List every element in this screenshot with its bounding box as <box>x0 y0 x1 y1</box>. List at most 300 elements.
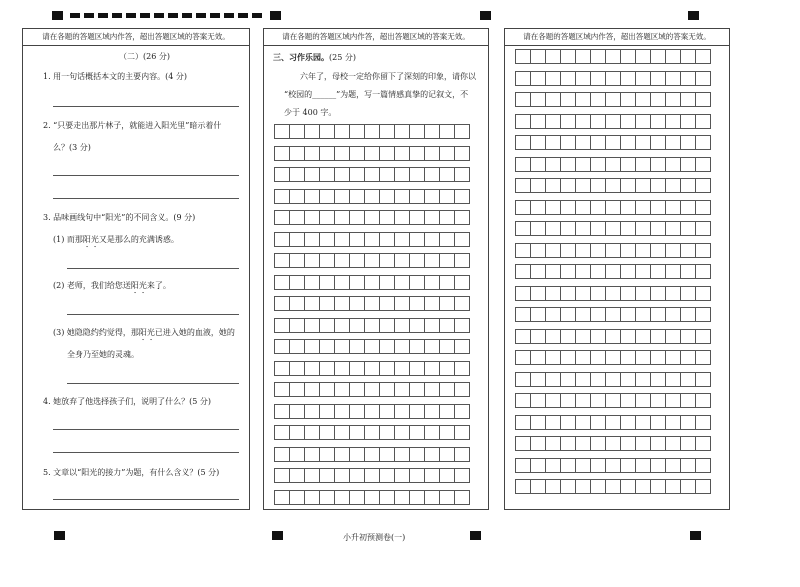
grid-cell[interactable] <box>304 296 320 311</box>
grid-cell[interactable] <box>575 329 591 344</box>
grid-cell[interactable] <box>394 361 410 376</box>
grid-cell[interactable] <box>680 329 696 344</box>
grid-cell[interactable] <box>334 382 350 397</box>
grid-cell[interactable] <box>530 114 546 129</box>
grid-cell[interactable] <box>394 146 410 161</box>
grid-cell[interactable] <box>319 124 335 139</box>
grid-cell[interactable] <box>575 135 591 150</box>
grid-cell[interactable] <box>590 264 606 279</box>
grid-cell[interactable] <box>319 425 335 440</box>
grid-cell[interactable] <box>635 49 651 64</box>
grid-cell[interactable] <box>334 146 350 161</box>
grid-cell[interactable] <box>379 447 395 462</box>
grid-cell[interactable] <box>605 71 621 86</box>
grid-cell[interactable] <box>590 458 606 473</box>
grid-cell[interactable] <box>319 189 335 204</box>
grid-cell[interactable] <box>635 135 651 150</box>
grid-cell[interactable] <box>575 479 591 494</box>
grid-cell[interactable] <box>274 124 290 139</box>
grid-cell[interactable] <box>424 468 440 483</box>
grid-cell[interactable] <box>575 458 591 473</box>
grid-cell[interactable] <box>439 339 455 354</box>
grid-cell[interactable] <box>304 339 320 354</box>
grid-cell[interactable] <box>560 393 576 408</box>
grid-cell[interactable] <box>424 447 440 462</box>
grid-cell[interactable] <box>545 479 561 494</box>
grid-cell[interactable] <box>454 124 470 139</box>
grid-cell[interactable] <box>319 382 335 397</box>
grid-cell[interactable] <box>590 71 606 86</box>
grid-cell[interactable] <box>364 275 380 290</box>
grid-cell[interactable] <box>590 221 606 236</box>
grid-cell[interactable] <box>650 393 666 408</box>
grid-cell[interactable] <box>635 92 651 107</box>
grid-cell[interactable] <box>364 210 380 225</box>
grid-cell[interactable] <box>620 200 636 215</box>
grid-cell[interactable] <box>439 146 455 161</box>
grid-cell[interactable] <box>304 425 320 440</box>
grid-cell[interactable] <box>695 458 711 473</box>
grid-cell[interactable] <box>560 479 576 494</box>
grid-cell[interactable] <box>349 339 365 354</box>
grid-cell[interactable] <box>620 350 636 365</box>
grid-cell[interactable] <box>454 167 470 182</box>
grid-cell[interactable] <box>394 468 410 483</box>
grid-cell[interactable] <box>530 92 546 107</box>
grid-cell[interactable] <box>334 339 350 354</box>
grid-cell[interactable] <box>454 425 470 440</box>
grid-cell[interactable] <box>424 404 440 419</box>
grid-cell[interactable] <box>605 372 621 387</box>
grid-cell[interactable] <box>560 307 576 322</box>
grid-cell[interactable] <box>379 253 395 268</box>
grid-cell[interactable] <box>605 458 621 473</box>
grid-cell[interactable] <box>590 200 606 215</box>
grid-cell[interactable] <box>605 436 621 451</box>
grid-cell[interactable] <box>590 350 606 365</box>
grid-cell[interactable] <box>349 124 365 139</box>
grid-cell[interactable] <box>665 92 681 107</box>
grid-cell[interactable] <box>454 468 470 483</box>
grid-cell[interactable] <box>515 178 531 193</box>
grid-cell[interactable] <box>530 49 546 64</box>
grid-cell[interactable] <box>319 210 335 225</box>
grid-cell[interactable] <box>289 339 305 354</box>
grid-cell[interactable] <box>274 468 290 483</box>
grid-cell[interactable] <box>590 49 606 64</box>
grid-cell[interactable] <box>334 189 350 204</box>
grid-cell[interactable] <box>680 49 696 64</box>
answer-line[interactable] <box>67 383 239 384</box>
grid-cell[interactable] <box>379 124 395 139</box>
grid-cell[interactable] <box>515 329 531 344</box>
grid-cell[interactable] <box>364 468 380 483</box>
grid-cell[interactable] <box>530 458 546 473</box>
grid-cell[interactable] <box>575 92 591 107</box>
grid-cell[interactable] <box>379 361 395 376</box>
grid-cell[interactable] <box>334 318 350 333</box>
grid-cell[interactable] <box>620 92 636 107</box>
grid-cell[interactable] <box>650 135 666 150</box>
grid-cell[interactable] <box>409 124 425 139</box>
grid-cell[interactable] <box>635 372 651 387</box>
grid-cell[interactable] <box>289 404 305 419</box>
grid-cell[interactable] <box>349 296 365 311</box>
grid-cell[interactable] <box>364 253 380 268</box>
grid-cell[interactable] <box>575 49 591 64</box>
grid-cell[interactable] <box>560 286 576 301</box>
grid-cell[interactable] <box>379 275 395 290</box>
grid-cell[interactable] <box>635 329 651 344</box>
grid-cell[interactable] <box>439 167 455 182</box>
grid-cell[interactable] <box>409 318 425 333</box>
grid-cell[interactable] <box>304 275 320 290</box>
grid-cell[interactable] <box>605 49 621 64</box>
grid-cell[interactable] <box>304 253 320 268</box>
grid-cell[interactable] <box>424 232 440 247</box>
grid-cell[interactable] <box>394 124 410 139</box>
grid-cell[interactable] <box>394 232 410 247</box>
grid-cell[interactable] <box>575 221 591 236</box>
grid-cell[interactable] <box>274 146 290 161</box>
grid-cell[interactable] <box>545 71 561 86</box>
grid-cell[interactable] <box>695 415 711 430</box>
grid-cell[interactable] <box>349 490 365 505</box>
grid-cell[interactable] <box>605 307 621 322</box>
grid-cell[interactable] <box>274 232 290 247</box>
grid-cell[interactable] <box>409 425 425 440</box>
grid-cell[interactable] <box>319 296 335 311</box>
grid-cell[interactable] <box>530 436 546 451</box>
grid-cell[interactable] <box>274 275 290 290</box>
grid-cell[interactable] <box>274 318 290 333</box>
grid-cell[interactable] <box>364 318 380 333</box>
grid-cell[interactable] <box>304 124 320 139</box>
grid-cell[interactable] <box>334 425 350 440</box>
grid-cell[interactable] <box>289 167 305 182</box>
grid-cell[interactable] <box>274 361 290 376</box>
grid-cell[interactable] <box>515 479 531 494</box>
grid-cell[interactable] <box>530 221 546 236</box>
grid-cell[interactable] <box>334 167 350 182</box>
grid-cell[interactable] <box>665 49 681 64</box>
grid-cell[interactable] <box>620 329 636 344</box>
grid-cell[interactable] <box>605 135 621 150</box>
grid-cell[interactable] <box>620 393 636 408</box>
grid-cell[interactable] <box>424 382 440 397</box>
grid-cell[interactable] <box>364 404 380 419</box>
grid-cell[interactable] <box>635 415 651 430</box>
grid-cell[interactable] <box>454 361 470 376</box>
grid-cell[interactable] <box>665 221 681 236</box>
answer-line[interactable] <box>53 499 239 500</box>
grid-cell[interactable] <box>349 468 365 483</box>
grid-cell[interactable] <box>590 415 606 430</box>
grid-cell[interactable] <box>379 232 395 247</box>
grid-cell[interactable] <box>575 71 591 86</box>
grid-cell[interactable] <box>545 307 561 322</box>
grid-cell[interactable] <box>560 415 576 430</box>
grid-cell[interactable] <box>409 189 425 204</box>
grid-cell[interactable] <box>424 210 440 225</box>
grid-cell[interactable] <box>635 221 651 236</box>
grid-cell[interactable] <box>530 415 546 430</box>
grid-cell[interactable] <box>530 200 546 215</box>
grid-cell[interactable] <box>560 92 576 107</box>
grid-cell[interactable] <box>409 167 425 182</box>
grid-cell[interactable] <box>454 404 470 419</box>
grid-cell[interactable] <box>409 339 425 354</box>
grid-cell[interactable] <box>364 146 380 161</box>
grid-cell[interactable] <box>560 243 576 258</box>
grid-cell[interactable] <box>545 221 561 236</box>
grid-cell[interactable] <box>665 135 681 150</box>
grid-cell[interactable] <box>409 275 425 290</box>
grid-cell[interactable] <box>409 382 425 397</box>
grid-cell[interactable] <box>319 468 335 483</box>
grid-cell[interactable] <box>605 157 621 172</box>
grid-cell[interactable] <box>515 114 531 129</box>
grid-cell[interactable] <box>364 425 380 440</box>
grid-cell[interactable] <box>620 286 636 301</box>
grid-cell[interactable] <box>334 296 350 311</box>
grid-cell[interactable] <box>319 490 335 505</box>
answer-line[interactable] <box>67 314 239 315</box>
grid-cell[interactable] <box>349 167 365 182</box>
grid-cell[interactable] <box>530 479 546 494</box>
answer-line[interactable] <box>53 198 239 199</box>
answer-line[interactable] <box>53 452 239 453</box>
grid-cell[interactable] <box>650 200 666 215</box>
grid-cell[interactable] <box>530 286 546 301</box>
grid-cell[interactable] <box>409 210 425 225</box>
grid-cell[interactable] <box>695 329 711 344</box>
grid-cell[interactable] <box>665 114 681 129</box>
grid-cell[interactable] <box>680 221 696 236</box>
grid-cell[interactable] <box>439 404 455 419</box>
grid-cell[interactable] <box>319 167 335 182</box>
grid-cell[interactable] <box>590 286 606 301</box>
grid-cell[interactable] <box>665 479 681 494</box>
grid-cell[interactable] <box>545 135 561 150</box>
grid-cell[interactable] <box>334 275 350 290</box>
grid-cell[interactable] <box>439 210 455 225</box>
grid-cell[interactable] <box>439 468 455 483</box>
grid-cell[interactable] <box>560 329 576 344</box>
grid-cell[interactable] <box>379 425 395 440</box>
grid-cell[interactable] <box>304 490 320 505</box>
grid-cell[interactable] <box>439 382 455 397</box>
grid-cell[interactable] <box>515 286 531 301</box>
grid-cell[interactable] <box>349 447 365 462</box>
grid-cell[interactable] <box>394 490 410 505</box>
grid-cell[interactable] <box>364 339 380 354</box>
grid-cell[interactable] <box>394 296 410 311</box>
grid-cell[interactable] <box>394 425 410 440</box>
grid-cell[interactable] <box>319 339 335 354</box>
grid-cell[interactable] <box>515 157 531 172</box>
grid-cell[interactable] <box>575 307 591 322</box>
grid-cell[interactable] <box>695 221 711 236</box>
grid-cell[interactable] <box>545 178 561 193</box>
grid-cell[interactable] <box>575 372 591 387</box>
grid-cell[interactable] <box>620 221 636 236</box>
grid-cell[interactable] <box>620 436 636 451</box>
grid-cell[interactable] <box>530 71 546 86</box>
grid-cell[interactable] <box>545 264 561 279</box>
grid-cell[interactable] <box>650 372 666 387</box>
grid-cell[interactable] <box>650 479 666 494</box>
grid-cell[interactable] <box>530 157 546 172</box>
grid-cell[interactable] <box>530 393 546 408</box>
grid-cell[interactable] <box>424 124 440 139</box>
grid-cell[interactable] <box>680 243 696 258</box>
grid-cell[interactable] <box>304 232 320 247</box>
grid-cell[interactable] <box>515 458 531 473</box>
grid-cell[interactable] <box>635 458 651 473</box>
grid-cell[interactable] <box>665 350 681 365</box>
grid-cell[interactable] <box>439 275 455 290</box>
grid-cell[interactable] <box>515 436 531 451</box>
grid-cell[interactable] <box>515 264 531 279</box>
grid-cell[interactable] <box>590 372 606 387</box>
grid-cell[interactable] <box>424 189 440 204</box>
grid-cell[interactable] <box>545 286 561 301</box>
grid-cell[interactable] <box>650 307 666 322</box>
grid-cell[interactable] <box>424 296 440 311</box>
grid-cell[interactable] <box>620 114 636 129</box>
grid-cell[interactable] <box>454 189 470 204</box>
grid-cell[interactable] <box>304 404 320 419</box>
grid-cell[interactable] <box>424 318 440 333</box>
grid-cell[interactable] <box>424 167 440 182</box>
grid-cell[interactable] <box>680 479 696 494</box>
grid-cell[interactable] <box>605 92 621 107</box>
grid-cell[interactable] <box>590 307 606 322</box>
grid-cell[interactable] <box>289 490 305 505</box>
grid-cell[interactable] <box>590 436 606 451</box>
grid-cell[interactable] <box>620 243 636 258</box>
grid-cell[interactable] <box>620 479 636 494</box>
grid-cell[interactable] <box>409 404 425 419</box>
grid-cell[interactable] <box>545 243 561 258</box>
grid-cell[interactable] <box>695 92 711 107</box>
grid-cell[interactable] <box>289 468 305 483</box>
grid-cell[interactable] <box>695 243 711 258</box>
grid-cell[interactable] <box>545 157 561 172</box>
grid-cell[interactable] <box>289 210 305 225</box>
grid-cell[interactable] <box>394 447 410 462</box>
grid-cell[interactable] <box>605 415 621 430</box>
grid-cell[interactable] <box>560 221 576 236</box>
grid-cell[interactable] <box>605 243 621 258</box>
grid-cell[interactable] <box>349 210 365 225</box>
grid-cell[interactable] <box>379 339 395 354</box>
grid-cell[interactable] <box>424 253 440 268</box>
grid-cell[interactable] <box>304 468 320 483</box>
grid-cell[interactable] <box>334 447 350 462</box>
grid-cell[interactable] <box>665 372 681 387</box>
grid-cell[interactable] <box>394 339 410 354</box>
grid-cell[interactable] <box>289 425 305 440</box>
grid-cell[interactable] <box>620 372 636 387</box>
grid-cell[interactable] <box>590 178 606 193</box>
grid-cell[interactable] <box>424 146 440 161</box>
grid-cell[interactable] <box>454 318 470 333</box>
grid-cell[interactable] <box>635 393 651 408</box>
grid-cell[interactable] <box>650 157 666 172</box>
grid-cell[interactable] <box>364 361 380 376</box>
grid-cell[interactable] <box>515 307 531 322</box>
grid-cell[interactable] <box>530 264 546 279</box>
grid-cell[interactable] <box>605 178 621 193</box>
grid-cell[interactable] <box>620 458 636 473</box>
grid-cell[interactable] <box>605 479 621 494</box>
grid-cell[interactable] <box>665 264 681 279</box>
grid-cell[interactable] <box>590 243 606 258</box>
grid-cell[interactable] <box>695 200 711 215</box>
grid-cell[interactable] <box>379 167 395 182</box>
grid-cell[interactable] <box>454 210 470 225</box>
grid-cell[interactable] <box>439 361 455 376</box>
grid-cell[interactable] <box>635 479 651 494</box>
grid-cell[interactable] <box>274 296 290 311</box>
grid-cell[interactable] <box>590 393 606 408</box>
grid-cell[interactable] <box>605 286 621 301</box>
grid-cell[interactable] <box>635 243 651 258</box>
grid-cell[interactable] <box>454 232 470 247</box>
grid-cell[interactable] <box>364 167 380 182</box>
grid-cell[interactable] <box>560 157 576 172</box>
grid-cell[interactable] <box>605 114 621 129</box>
grid-cell[interactable] <box>364 189 380 204</box>
grid-cell[interactable] <box>680 307 696 322</box>
grid-cell[interactable] <box>665 415 681 430</box>
grid-cell[interactable] <box>665 393 681 408</box>
grid-cell[interactable] <box>289 382 305 397</box>
grid-cell[interactable] <box>605 221 621 236</box>
grid-cell[interactable] <box>364 296 380 311</box>
grid-cell[interactable] <box>680 436 696 451</box>
grid-cell[interactable] <box>695 393 711 408</box>
grid-cell[interactable] <box>289 124 305 139</box>
grid-cell[interactable] <box>349 253 365 268</box>
grid-cell[interactable] <box>635 307 651 322</box>
grid-cell[interactable] <box>650 415 666 430</box>
answer-line[interactable] <box>67 268 239 269</box>
grid-cell[interactable] <box>394 253 410 268</box>
grid-cell[interactable] <box>695 49 711 64</box>
grid-cell[interactable] <box>334 232 350 247</box>
grid-cell[interactable] <box>454 490 470 505</box>
grid-cell[interactable] <box>665 243 681 258</box>
grid-cell[interactable] <box>680 393 696 408</box>
grid-cell[interactable] <box>454 382 470 397</box>
grid-cell[interactable] <box>424 361 440 376</box>
grid-cell[interactable] <box>575 114 591 129</box>
grid-cell[interactable] <box>349 232 365 247</box>
grid-cell[interactable] <box>680 157 696 172</box>
grid-cell[interactable] <box>635 264 651 279</box>
grid-cell[interactable] <box>394 275 410 290</box>
grid-cell[interactable] <box>515 200 531 215</box>
grid-cell[interactable] <box>364 447 380 462</box>
grid-cell[interactable] <box>530 329 546 344</box>
grid-cell[interactable] <box>424 339 440 354</box>
grid-cell[interactable] <box>349 425 365 440</box>
grid-cell[interactable] <box>274 189 290 204</box>
grid-cell[interactable] <box>439 425 455 440</box>
